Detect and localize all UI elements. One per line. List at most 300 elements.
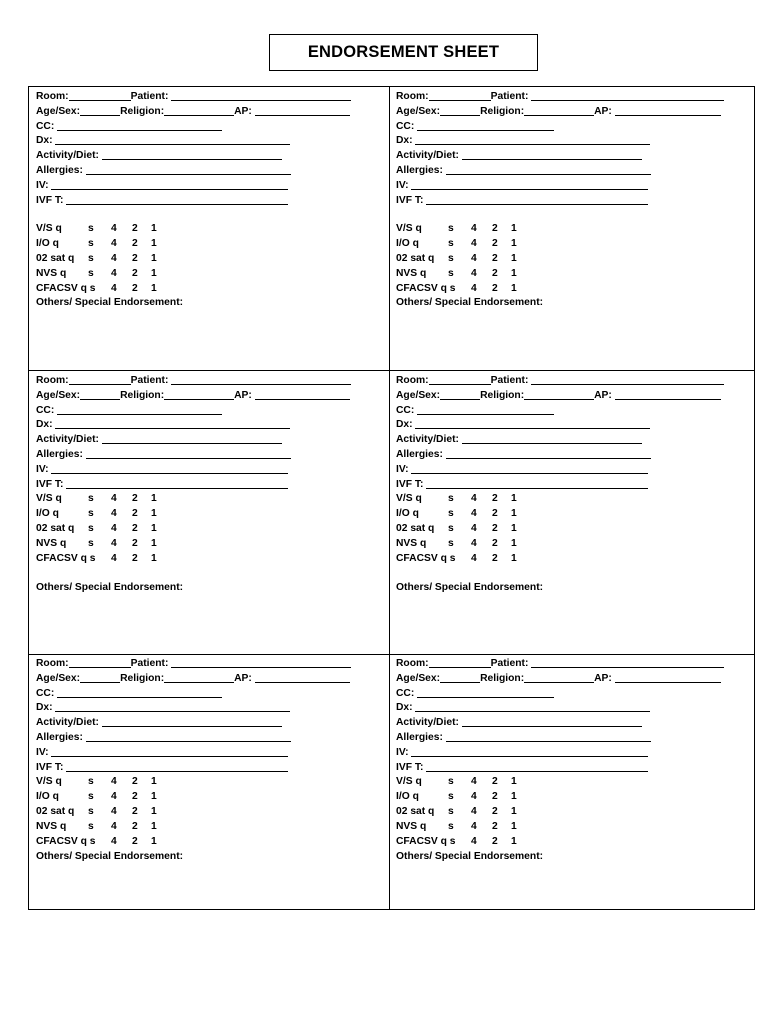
iv-label: IV: — [36, 180, 49, 191]
monitoring-row — [396, 237, 536, 252]
activity-diet-line — [36, 148, 282, 163]
allergies-label: Allergies: — [36, 449, 83, 460]
monitoring-2: 2 — [492, 493, 498, 504]
ivf-t-label: IVF T: — [36, 195, 64, 206]
monitoring-2: 2 — [132, 253, 138, 264]
religion-field[interactable] — [164, 104, 234, 116]
monitoring-label: I/O q — [36, 238, 59, 249]
ivf-t-line — [396, 477, 648, 492]
monitoring-label: 02 sat q — [36, 806, 75, 817]
room-field[interactable] — [69, 89, 131, 101]
age-sex-field[interactable] — [80, 388, 120, 400]
patient-field[interactable] — [531, 373, 724, 385]
religion-label: Religion: — [120, 106, 165, 117]
monitoring-4: 4 — [471, 553, 477, 564]
patient-label: Patient: — [130, 91, 169, 102]
monitoring-label: V/S q — [36, 493, 62, 504]
monitoring-row — [36, 492, 176, 507]
monitoring-1: 1 — [511, 223, 517, 234]
ap-field[interactable] — [615, 388, 721, 400]
activity-diet-label: Activity/Diet: — [36, 717, 99, 728]
others-notes-area[interactable] — [396, 866, 736, 916]
monitoring-s: s — [448, 776, 454, 787]
monitoring-4: 4 — [111, 223, 117, 234]
monitoring-label: CFACSV q s — [36, 836, 96, 847]
iv-line — [36, 178, 288, 193]
others-line — [396, 296, 543, 311]
room-patient-line — [36, 656, 351, 671]
monitoring-2: 2 — [132, 223, 138, 234]
endorsement-cell-6 — [396, 656, 746, 926]
monitoring-row — [36, 282, 176, 297]
others-notes-area[interactable] — [396, 312, 736, 362]
monitoring-row — [36, 237, 176, 252]
allergies-field[interactable] — [86, 730, 291, 742]
others-label: Others/ Special Endorsement: — [36, 851, 184, 862]
monitoring-label: NVS q — [36, 821, 67, 832]
dx-line — [36, 700, 290, 715]
ivf-t-field[interactable] — [426, 477, 648, 489]
dx-line — [396, 133, 650, 148]
dx-field[interactable] — [55, 417, 290, 429]
cc-field[interactable] — [417, 119, 554, 131]
patient-label: Patient: — [130, 375, 169, 386]
monitoring-1: 1 — [151, 538, 157, 549]
monitoring-row — [396, 820, 536, 835]
others-label: Others/ Special Endorsement: — [396, 851, 544, 862]
patient-field[interactable] — [171, 373, 351, 385]
room-field[interactable] — [429, 656, 491, 668]
monitoring-4: 4 — [471, 283, 477, 294]
patient-field[interactable] — [171, 89, 351, 101]
others-line — [36, 850, 183, 865]
monitoring-label: V/S q — [396, 223, 422, 234]
ivf-t-line — [36, 760, 288, 775]
monitoring-4: 4 — [111, 538, 117, 549]
monitoring-row — [36, 267, 176, 282]
allergies-field[interactable] — [446, 163, 651, 175]
activity-diet-line — [396, 432, 642, 447]
dx-label: Dx: — [396, 135, 413, 146]
monitoring-2: 2 — [492, 238, 498, 249]
monitoring-label: NVS q — [36, 538, 67, 549]
monitoring-4: 4 — [111, 836, 117, 847]
monitoring-label: CFACSV q s — [36, 283, 96, 294]
ap-field[interactable] — [255, 104, 350, 116]
row-divider-1 — [29, 370, 754, 371]
age-sex-label: Age/Sex: — [36, 673, 81, 684]
dx-line — [396, 417, 650, 432]
monitoring-2: 2 — [492, 223, 498, 234]
monitoring-s: s — [448, 523, 454, 534]
room-label: Room: — [36, 658, 69, 669]
iv-field[interactable] — [51, 178, 288, 190]
cc-label: CC: — [396, 121, 415, 132]
monitoring-row — [36, 820, 176, 835]
monitoring-s: s — [88, 268, 94, 279]
monitoring-1: 1 — [151, 553, 157, 564]
monitoring-2: 2 — [132, 268, 138, 279]
monitoring-s: s — [88, 238, 94, 249]
ivf-t-field[interactable] — [66, 760, 288, 772]
monitoring-label: I/O q — [396, 791, 419, 802]
endorsement-cell-1 — [36, 89, 386, 359]
monitoring-row — [396, 775, 536, 790]
ap-field[interactable] — [615, 104, 721, 116]
activity-diet-field[interactable] — [462, 432, 642, 444]
monitoring-1: 1 — [511, 806, 517, 817]
activity-diet-label: Activity/Diet: — [396, 434, 459, 445]
patient-label: Patient: — [130, 658, 169, 669]
room-field[interactable] — [69, 656, 131, 668]
room-patient-line — [36, 373, 351, 388]
monitoring-label: 02 sat q — [36, 253, 75, 264]
monitoring-4: 4 — [471, 836, 477, 847]
monitoring-row — [396, 507, 536, 522]
room-field[interactable] — [69, 373, 131, 385]
dx-field[interactable] — [55, 133, 290, 145]
iv-field[interactable] — [411, 462, 648, 474]
age-religion-ap-line — [396, 388, 721, 403]
patient-field[interactable] — [531, 89, 724, 101]
activity-diet-line — [36, 432, 282, 447]
others-notes-area[interactable] — [36, 312, 376, 362]
monitoring-4: 4 — [471, 523, 477, 534]
room-patient-line — [36, 89, 351, 104]
monitoring-1: 1 — [511, 523, 517, 534]
age-religion-ap-line — [36, 671, 350, 686]
iv-field[interactable] — [411, 178, 648, 190]
others-label: Others/ Special Endorsement: — [36, 582, 184, 593]
cc-field[interactable] — [417, 686, 554, 698]
monitoring-2: 2 — [132, 806, 138, 817]
age-sex-field[interactable] — [440, 104, 480, 116]
dx-field[interactable] — [415, 700, 650, 712]
monitoring-row — [396, 492, 536, 507]
ap-field[interactable] — [255, 671, 350, 683]
activity-diet-field[interactable] — [102, 715, 282, 727]
monitoring-4: 4 — [471, 806, 477, 817]
religion-field[interactable] — [524, 388, 594, 400]
activity-diet-label: Activity/Diet: — [396, 717, 459, 728]
room-label: Room: — [36, 375, 69, 386]
monitoring-4: 4 — [111, 791, 117, 802]
cc-line — [36, 686, 222, 701]
monitoring-s: s — [88, 776, 94, 787]
religion-label: Religion: — [480, 106, 525, 117]
monitoring-4: 4 — [111, 508, 117, 519]
ap-label: AP: — [594, 673, 612, 684]
patient-field[interactable] — [171, 656, 351, 668]
monitoring-row — [36, 507, 176, 522]
activity-diet-field[interactable] — [102, 148, 282, 160]
cc-line — [36, 403, 222, 418]
allergies-label: Allergies: — [396, 165, 443, 176]
allergies-field[interactable] — [446, 730, 651, 742]
monitoring-s: s — [88, 253, 94, 264]
monitoring-label: I/O q — [36, 791, 59, 802]
monitoring-1: 1 — [151, 791, 157, 802]
monitoring-2: 2 — [132, 508, 138, 519]
monitoring-4: 4 — [111, 268, 117, 279]
monitoring-1: 1 — [151, 493, 157, 504]
monitoring-label: I/O q — [396, 238, 419, 249]
room-field[interactable] — [429, 89, 491, 101]
monitoring-row — [36, 222, 176, 237]
ap-field[interactable] — [615, 671, 721, 683]
monitoring-s: s — [448, 806, 454, 817]
monitoring-row — [396, 252, 536, 267]
monitoring-2: 2 — [132, 538, 138, 549]
monitoring-4: 4 — [111, 776, 117, 787]
monitoring-label: 02 sat q — [36, 523, 75, 534]
monitoring-4: 4 — [111, 806, 117, 817]
monitoring-label: CFACSV q s — [396, 836, 456, 847]
ap-field[interactable] — [255, 388, 350, 400]
monitoring-label: NVS q — [36, 268, 67, 279]
ivf-t-label: IVF T: — [396, 195, 424, 206]
allergies-line — [396, 730, 651, 745]
monitoring-2: 2 — [132, 791, 138, 802]
activity-diet-label: Activity/Diet: — [36, 150, 99, 161]
dx-label: Dx: — [36, 419, 53, 430]
cc-field[interactable] — [57, 119, 222, 131]
monitoring-label: NVS q — [396, 821, 427, 832]
religion-label: Religion: — [120, 390, 165, 401]
room-patient-line — [396, 373, 724, 388]
monitoring-label: V/S q — [36, 223, 62, 234]
iv-line — [396, 745, 648, 760]
allergies-line — [36, 163, 291, 178]
religion-label: Religion: — [120, 673, 165, 684]
activity-diet-label: Activity/Diet: — [36, 434, 99, 445]
others-line — [36, 581, 183, 596]
monitoring-1: 1 — [511, 238, 517, 249]
monitoring-4: 4 — [471, 791, 477, 802]
monitoring-2: 2 — [132, 821, 138, 832]
iv-line — [396, 178, 648, 193]
room-label: Room: — [396, 375, 429, 386]
endorsement-cell-3 — [36, 373, 386, 643]
cc-line — [396, 403, 554, 418]
allergies-field[interactable] — [86, 447, 291, 459]
ivf-t-field[interactable] — [66, 193, 288, 205]
activity-diet-label: Activity/Diet: — [396, 150, 459, 161]
others-line — [396, 850, 543, 865]
religion-field[interactable] — [164, 671, 234, 683]
ivf-t-label: IVF T: — [36, 762, 64, 773]
cc-line — [396, 686, 554, 701]
dx-line — [396, 700, 650, 715]
ivf-t-field[interactable] — [426, 760, 648, 772]
activity-diet-field[interactable] — [462, 715, 642, 727]
monitoring-row — [396, 552, 536, 567]
dx-field[interactable] — [415, 133, 650, 145]
allergies-field[interactable] — [86, 163, 291, 175]
others-notes-area[interactable] — [36, 866, 376, 916]
allergies-line — [396, 163, 651, 178]
ivf-t-field[interactable] — [426, 193, 648, 205]
monitoring-row — [36, 775, 176, 790]
activity-diet-field[interactable] — [102, 432, 282, 444]
endorsement-cell-2 — [396, 89, 746, 359]
iv-line — [396, 462, 648, 477]
monitoring-1: 1 — [511, 253, 517, 264]
dx-field[interactable] — [415, 417, 650, 429]
monitoring-2: 2 — [492, 821, 498, 832]
monitoring-label: 02 sat q — [396, 253, 435, 264]
room-label: Room: — [36, 91, 69, 102]
cc-label: CC: — [396, 688, 415, 699]
monitoring-2: 2 — [492, 538, 498, 549]
monitoring-1: 1 — [511, 268, 517, 279]
age-sex-field[interactable] — [440, 671, 480, 683]
monitoring-row — [36, 805, 176, 820]
monitoring-4: 4 — [471, 253, 477, 264]
monitoring-2: 2 — [492, 283, 498, 294]
monitoring-2: 2 — [492, 836, 498, 847]
iv-label: IV: — [36, 464, 49, 475]
monitoring-1: 1 — [511, 553, 517, 564]
monitoring-1: 1 — [511, 776, 517, 787]
others-label: Others/ Special Endorsement: — [36, 297, 184, 308]
monitoring-row — [396, 267, 536, 282]
age-sex-field[interactable] — [80, 671, 120, 683]
age-sex-label: Age/Sex: — [396, 106, 441, 117]
age-religion-ap-line — [36, 104, 350, 119]
monitoring-s: s — [88, 806, 94, 817]
monitoring-label: 02 sat q — [396, 806, 435, 817]
monitoring-s: s — [448, 508, 454, 519]
monitoring-1: 1 — [151, 806, 157, 817]
religion-field[interactable] — [524, 671, 594, 683]
cc-label: CC: — [36, 688, 55, 699]
monitoring-4: 4 — [111, 553, 117, 564]
monitoring-2: 2 — [492, 776, 498, 787]
column-divider — [389, 87, 390, 909]
monitoring-4: 4 — [471, 223, 477, 234]
ap-label: AP: — [594, 106, 612, 117]
monitoring-s: s — [88, 821, 94, 832]
monitoring-row — [36, 537, 176, 552]
row-divider-2 — [29, 654, 754, 655]
allergies-line — [396, 447, 651, 462]
allergies-field[interactable] — [446, 447, 651, 459]
monitoring-1: 1 — [151, 253, 157, 264]
iv-line — [36, 745, 288, 760]
dx-label: Dx: — [396, 419, 413, 430]
monitoring-s: s — [448, 253, 454, 264]
activity-diet-field[interactable] — [462, 148, 642, 160]
patient-field[interactable] — [531, 656, 724, 668]
monitoring-row — [36, 552, 176, 567]
monitoring-row — [396, 537, 536, 552]
monitoring-s: s — [448, 791, 454, 802]
others-label: Others/ Special Endorsement: — [396, 297, 544, 308]
monitoring-4: 4 — [111, 523, 117, 534]
iv-line — [36, 462, 288, 477]
religion-field[interactable] — [524, 104, 594, 116]
room-label: Room: — [396, 658, 429, 669]
monitoring-2: 2 — [132, 553, 138, 564]
ivf-t-label: IVF T: — [396, 479, 424, 490]
religion-label: Religion: — [480, 390, 525, 401]
monitoring-1: 1 — [151, 283, 157, 294]
ivf-t-label: IVF T: — [36, 479, 64, 490]
monitoring-2: 2 — [132, 493, 138, 504]
monitoring-row — [36, 522, 176, 537]
dx-line — [36, 417, 290, 432]
ivf-t-line — [36, 193, 288, 208]
dx-field[interactable] — [55, 700, 290, 712]
sheet-title — [269, 34, 538, 71]
allergies-label: Allergies: — [36, 165, 83, 176]
dx-label: Dx: — [36, 702, 53, 713]
others-notes-area[interactable] — [36, 597, 376, 647]
monitoring-1: 1 — [511, 508, 517, 519]
monitoring-1: 1 — [151, 776, 157, 787]
ivf-t-field[interactable] — [66, 477, 288, 489]
ap-label: AP: — [234, 673, 252, 684]
monitoring-1: 1 — [151, 523, 157, 534]
age-sex-field[interactable] — [80, 104, 120, 116]
room-field[interactable] — [429, 373, 491, 385]
monitoring-1: 1 — [151, 821, 157, 832]
cc-field[interactable] — [57, 403, 222, 415]
others-label: Others/ Special Endorsement: — [396, 582, 544, 593]
monitoring-label: V/S q — [36, 776, 62, 787]
patient-label: Patient: — [490, 91, 529, 102]
activity-diet-line — [396, 715, 642, 730]
dx-label: Dx: — [396, 702, 413, 713]
monitoring-2: 2 — [132, 238, 138, 249]
monitoring-row — [396, 835, 536, 850]
cc-line — [396, 119, 554, 134]
monitoring-1: 1 — [511, 538, 517, 549]
age-religion-ap-line — [36, 388, 350, 403]
cc-field[interactable] — [57, 686, 222, 698]
allergies-label: Allergies: — [36, 732, 83, 743]
monitoring-1: 1 — [511, 493, 517, 504]
iv-label: IV: — [36, 747, 49, 758]
endorsement-cell-5 — [36, 656, 386, 926]
cc-field[interactable] — [417, 403, 554, 415]
religion-field[interactable] — [164, 388, 234, 400]
monitoring-4: 4 — [471, 776, 477, 787]
allergies-label: Allergies: — [396, 449, 443, 460]
age-sex-label: Age/Sex: — [396, 673, 441, 684]
monitoring-2: 2 — [492, 508, 498, 519]
monitoring-1: 1 — [511, 836, 517, 847]
iv-field[interactable] — [51, 462, 288, 474]
ap-label: AP: — [234, 106, 252, 117]
monitoring-row — [396, 790, 536, 805]
monitoring-4: 4 — [471, 238, 477, 249]
others-notes-area[interactable] — [396, 597, 736, 647]
ivf-t-line — [396, 760, 648, 775]
monitoring-2: 2 — [132, 523, 138, 534]
cc-label: CC: — [36, 405, 55, 416]
iv-field[interactable] — [51, 745, 288, 757]
monitoring-2: 2 — [492, 268, 498, 279]
age-sex-field[interactable] — [440, 388, 480, 400]
iv-label: IV: — [396, 180, 409, 191]
iv-field[interactable] — [411, 745, 648, 757]
dx-line — [36, 133, 290, 148]
monitoring-label: I/O q — [36, 508, 59, 519]
monitoring-2: 2 — [492, 553, 498, 564]
age-religion-ap-line — [396, 104, 721, 119]
